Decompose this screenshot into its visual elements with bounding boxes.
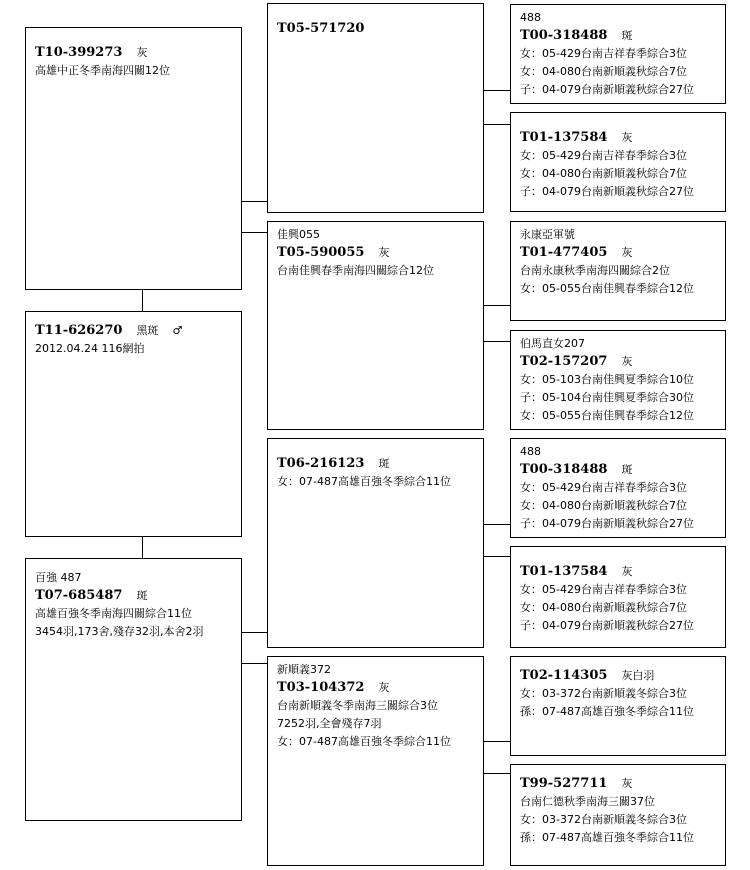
- ring-line: [277, 679, 475, 697]
- record-line: 女：05-103台南佳興夏季綜合10位: [520, 373, 694, 386]
- record-line: 7252羽,全會殘存7羽: [277, 717, 382, 730]
- ring-line: [35, 587, 233, 605]
- pedigree-box-sdd: [510, 330, 726, 430]
- record-line: 子：04-079台南新順義秋綜合27位: [520, 185, 694, 198]
- record-line: 子：04-079台南新順義秋綜合27位: [520, 619, 694, 632]
- pedigree-box-dam-dam: [267, 656, 484, 866]
- record-line: 女：07-487高雄百強冬季綜合11位: [277, 475, 451, 488]
- record-line: 2012.04.24 116網拍: [35, 342, 145, 355]
- feather-color: 斑: [136, 589, 148, 602]
- feather-color: 灰: [621, 355, 633, 368]
- record-line: 女：05-429台南吉祥春季綜合3位: [520, 481, 687, 494]
- loft-label: 百強 487: [35, 571, 82, 584]
- record-line: 女：04-080台南新順義秋綜合7位: [520, 65, 687, 78]
- loft-label: 佳興055: [277, 228, 320, 241]
- connector-line: [484, 305, 510, 306]
- ring-number: T00-318488: [520, 462, 608, 477]
- pedigree-box-sire: [25, 27, 242, 290]
- loft-label: 488: [520, 11, 541, 24]
- record-line: 子：04-079台南新順義秋綜合27位: [520, 83, 694, 96]
- ring-number: T07-685487: [35, 588, 123, 603]
- ring-line: [520, 129, 717, 147]
- connector-line: [242, 632, 267, 633]
- pedigree-box-sss: [510, 4, 726, 104]
- ring-line: [520, 353, 717, 371]
- record-line: 女：05-429台南吉祥春季綜合3位: [520, 583, 687, 596]
- feather-color: 灰: [621, 777, 633, 790]
- record-line: 女：05-429台南吉祥春季綜合3位: [520, 149, 687, 162]
- connector-line: [484, 90, 510, 91]
- pedigree-box-sire-dam: [267, 221, 484, 430]
- loft-label: 488: [520, 445, 541, 458]
- ring-line: [35, 44, 233, 62]
- connector-line: [484, 341, 510, 342]
- ring-number: T11-626270: [35, 323, 123, 338]
- ring-line: [520, 775, 717, 793]
- sex-symbol: ♂: [172, 324, 183, 337]
- ring-number: T02-114305: [520, 668, 608, 683]
- record-line: 女：03-372台南新順義冬綜合3位: [520, 687, 687, 700]
- record-line: 女：05-429台南吉祥春季綜合3位: [520, 47, 687, 60]
- record-line: 子：04-079台南新順義秋綜合27位: [520, 517, 694, 530]
- record-line: 台南仁德秋季南海三關37位: [520, 795, 655, 808]
- record-line: 高雄百強冬季南海四關綜合11位: [35, 607, 192, 620]
- record-line: 女：04-080台南新順義秋綜合7位: [520, 499, 687, 512]
- connector-line: [242, 201, 267, 202]
- pedigree-box-sds: [510, 221, 726, 321]
- connector-line: [242, 232, 267, 233]
- ring-line: [277, 20, 475, 38]
- loft-label: 伯馬直女207: [520, 337, 585, 350]
- record-line: 女：07-487高雄百強冬季綜合11位: [277, 735, 451, 748]
- ring-line: [520, 461, 717, 479]
- record-line: 子：05-104台南佳興夏季綜合30位: [520, 391, 694, 404]
- record-line: 台南永康秋季南海四關綜合2位: [520, 264, 670, 277]
- ring-line: [520, 563, 717, 581]
- record-line: 孫：07-487高雄百強冬季綜合11位: [520, 705, 694, 718]
- loft-label: 新順義372: [277, 663, 331, 676]
- ring-number: T05-571720: [277, 21, 365, 36]
- pedigree-box-subject: [25, 311, 242, 537]
- connector-line: [242, 663, 267, 664]
- record-line: 台南佳興春季南海四關綜合12位: [277, 264, 434, 277]
- pedigree-box-ddd: [510, 764, 726, 866]
- record-line: 女：04-080台南新順義秋綜合7位: [520, 167, 687, 180]
- feather-color: 灰: [136, 46, 148, 59]
- connector-line: [484, 556, 510, 557]
- ring-number: T01-137584: [520, 130, 608, 145]
- record-line: 孫：07-487高雄百強冬季綜合11位: [520, 831, 694, 844]
- connector-line: [484, 773, 510, 774]
- record-line: 女：05-055台南佳興春季綜合12位: [520, 409, 694, 422]
- feather-color: 灰: [621, 565, 633, 578]
- ring-number: T05-590055: [277, 245, 365, 260]
- ring-number: T00-318488: [520, 28, 608, 43]
- loft-label: 永康亞軍號: [520, 228, 575, 241]
- ring-number: T01-477405: [520, 245, 608, 260]
- ring-number: T02-157207: [520, 354, 608, 369]
- feather-color: 黑斑: [136, 324, 159, 337]
- ring-line: [520, 27, 717, 45]
- ring-number: T10-399273: [35, 45, 123, 60]
- ring-number: T01-137584: [520, 564, 608, 579]
- feather-color: 斑: [378, 457, 390, 470]
- ring-number: T06-216123: [277, 456, 365, 471]
- pedigree-box-ssd: [510, 112, 726, 212]
- pedigree-box-dam: [25, 558, 242, 821]
- connector-line: [142, 537, 143, 558]
- ring-line: [520, 667, 717, 685]
- connector-line: [484, 524, 510, 525]
- record-line: 高雄中正冬季南海四關12位: [35, 64, 170, 77]
- feather-color: 斑: [621, 29, 633, 42]
- ring-number: T99-527711: [520, 776, 608, 791]
- record-line: 3454羽,173舍,殘存32羽,本舍2羽: [35, 625, 204, 638]
- feather-color: 灰: [378, 246, 390, 259]
- record-line: 女：04-080台南新順義秋綜合7位: [520, 601, 687, 614]
- record-line: 女：05-055台南佳興春季綜合12位: [520, 282, 694, 295]
- connector-line: [484, 741, 510, 742]
- ring-line: [35, 322, 233, 340]
- ring-line: [277, 244, 475, 262]
- ring-line: [520, 244, 717, 262]
- ring-line: [277, 455, 475, 473]
- pedigree-box-dds: [510, 656, 726, 756]
- feather-color: 灰: [621, 246, 633, 259]
- feather-color: 灰白羽: [621, 669, 655, 682]
- feather-color: 灰: [621, 131, 633, 144]
- record-line: 女：03-372台南新順義冬綜合3位: [520, 813, 687, 826]
- pedigree-box-dam-sire: [267, 438, 484, 648]
- connector-line: [142, 290, 143, 311]
- pedigree-box-dss: [510, 438, 726, 538]
- connector-line: [484, 124, 510, 125]
- ring-number: T03-104372: [277, 680, 365, 695]
- feather-color: 斑: [621, 463, 633, 476]
- feather-color: 灰: [378, 681, 390, 694]
- pedigree-box-dsd: [510, 546, 726, 648]
- record-line: 台南新順義冬季南海三關綜合3位: [277, 699, 438, 712]
- pedigree-box-sire-sire: [267, 3, 484, 213]
